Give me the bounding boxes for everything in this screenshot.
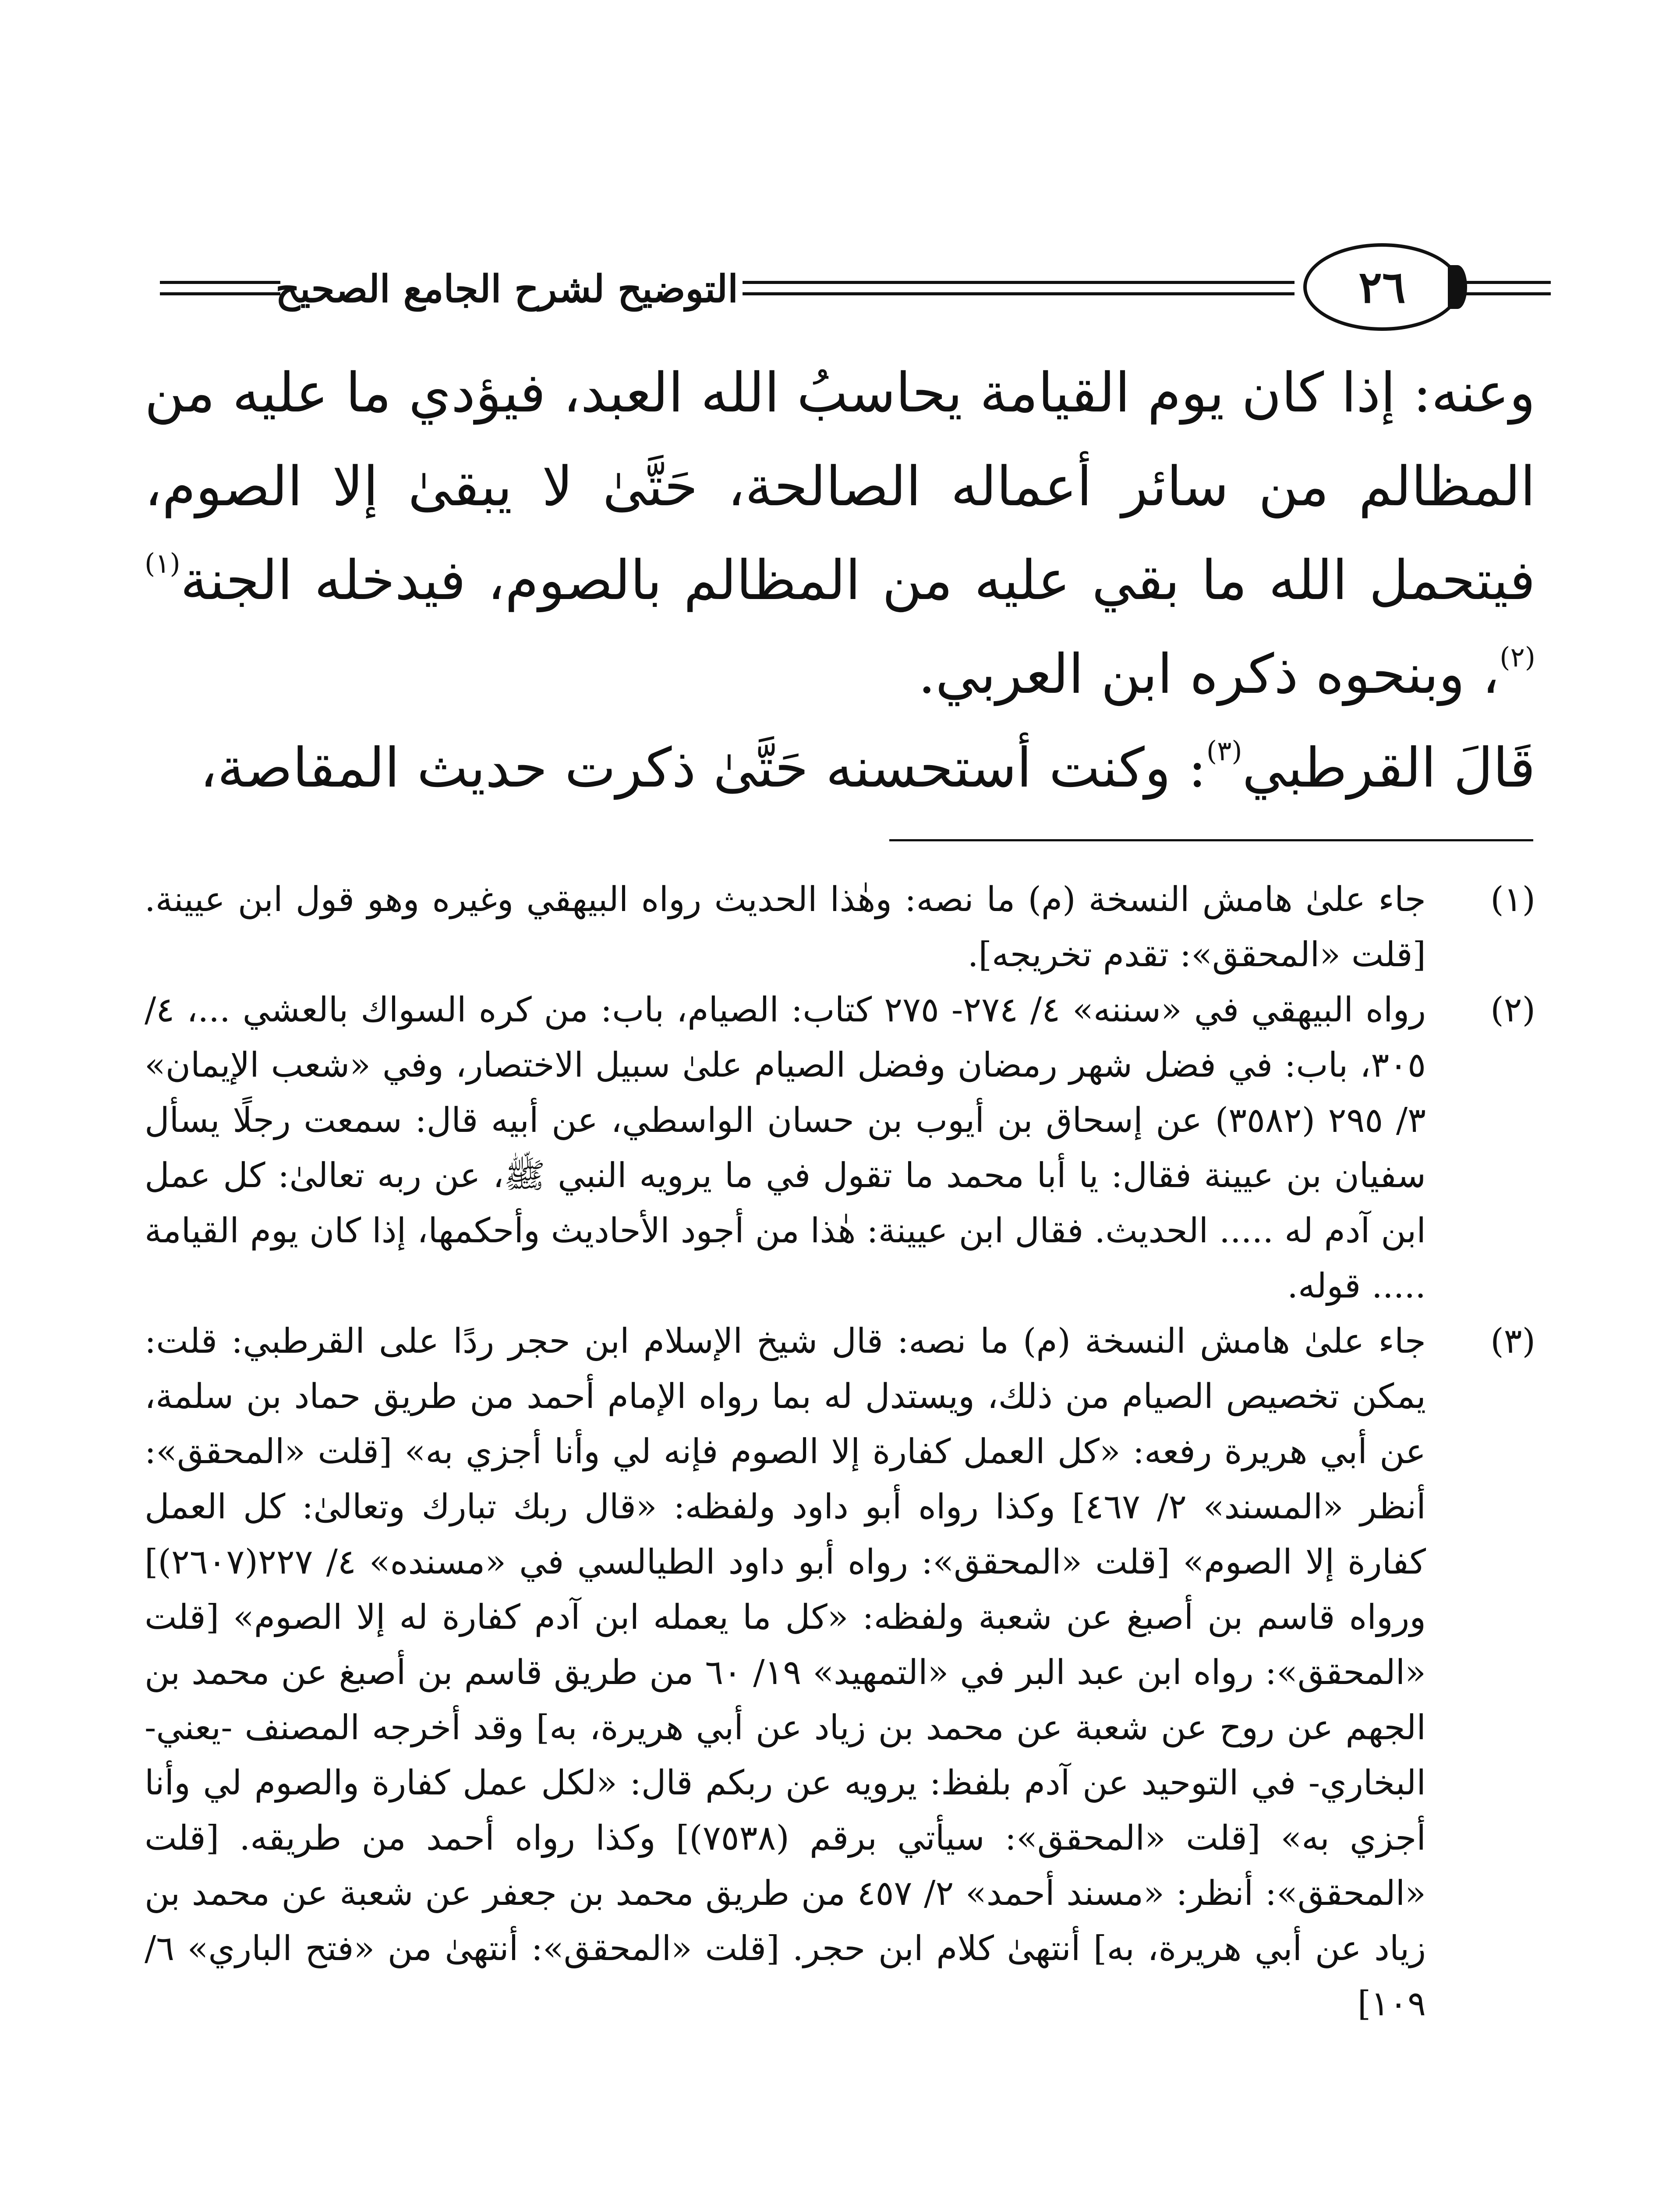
footnote [145,872,1535,982]
footnote-ref[interactable]: (٢) [1500,641,1535,673]
footnote-text: جاء علىٰ هامش النسخة (م) ما نصه: قال شيخ الإسلام ابن حجر ردًا على القرطبي: قلت: يمكن تخصيص الصيام من ذلك، ويستدل له بما رواه الإمام أحمد من طريق حماد بن سلمة، عن أبي هريرة رفعه: «كل العمل كفارة إلا الصوم فإنه لي وأنا أجزي به» [قلت «المحقق»: أنظر «المسند» ٢/ ٤٦٧] وكذا رواه أبو داود ولفظه: «قال ربك تبارك وتعالىٰ: كل العمل كفارة إلا الصوم» [قلت «المحقق»: رواه أبو داود الطيالسي في «مسنده» ٤/ ٢٢٧(٢٦٠٧)] ورواه قاسم بن أصبغ عن شعبة ولفظه: «كل ما يعمله ابن آدم كفارة له إلا الصوم» [قلت «المحقق»: رواه ابن عبد البر في «التمهيد» ١٩/ ٦٠ من طريق قاسم بن أصبغ عن محمد بن الجهم عن روح عن شعبة عن محمد بن زياد عن أبي هريرة، به] وقد أخرجه المصنف -يعني- البخاري- في التوحيد عن آدم بلفظ: يرويه عن ربكم قال: «لكل عمل كفارة والصوم لي وأنا أجزي به» [قلت «المحقق»: سيأتي برقم (٧٥٣٨)] وكذا رواه أحمد من طريقه. [قلت «المحقق»: أنظر: «مسند أحمد» ٢/ ٤٥٧ من طريق محمد بن جعفر عن شعبة عن محمد بن زياد عن أبي هريرة، به] أنتهىٰ كلام ابن حجر. [قلت «المحقق»: أنتهىٰ من «فتح الباري» ٦/ ١٠٩] [145,1322,1426,2024]
header-rule [1465,281,1551,284]
footnote-ref[interactable]: (٣) [1206,735,1242,767]
footnote [145,982,1535,1314]
footnote-number: (١) [1490,880,1535,919]
footnote-ref[interactable]: (١) [145,547,180,579]
page-number-badge [1303,243,1461,331]
paragraph-text: وعنه: إذا كان يوم القيامة يحاسبُ الله العبد، فيؤدي ما عليه من المظالم من سائر أعماله الصالحة، حَتَّىٰ لا يبقىٰ إلا الصوم، فيتحمل الله ما بقي عليه من المظالم بالصوم، فيدخله الجنة [145,362,1535,612]
header-rule [743,281,1294,284]
main-text [145,346,1535,815]
running-title: التوضيح لشرح الجامع الصحيح [276,267,738,311]
header-rule [160,281,280,284]
header-rule [1465,292,1551,295]
footnote-number: (٣) [1490,1322,1535,1361]
header-rule [743,292,1294,295]
footnote-divider [889,839,1533,841]
running-header [147,243,1551,331]
header-rule [160,292,280,295]
footnote-text: رواه البيهقي في «سننه» ٤/ ٢٧٤- ٢٧٥ كتاب: الصيام، باب: من كره السواك بالعشي ...، ٤/ ٣٠٥، باب: في فضل شهر رمضان وفضل الصيام علىٰ سبيل الاختصار، وفي «شعب الإيمان» ٣/ ٢٩٥ (٣٥٨٢) عن إسحاق بن أيوب بن حسان الواسطي، عن أبيه قال: سمعت رجلًا يسأل سفيان بن عيينة فقال: يا أبا محمد ما تقول في ما يرويه النبي ﷺ، عن ربه تعالىٰ: كل عمل ابن آدم له ..... الحديث. فقال ابن عيينة: هٰذا من أجود الأحاديث وأحكمها، إذا كان يوم القيامة ..... قوله. [145,990,1426,1306]
main-paragraph [145,721,1535,815]
page-number: ٢٦ [1358,261,1406,313]
footnote-number: (٢) [1490,990,1535,1030]
main-paragraph [145,346,1535,721]
paragraph-text: قَالَ القرطبي [1242,737,1535,800]
footnotes [145,872,1535,2031]
paragraph-text: : وكنت أستحسنه حَتَّىٰ ذكرت حديث المقاصة، [200,737,1206,800]
footnote [145,1314,1535,2031]
footnote-text: جاء علىٰ هامش النسخة (م) ما نصه: وهٰذا الحديث رواه البيهقي وغيره وهو قول ابن عيينة.[قلت «المحقق»: تقدم تخريجه]. [145,880,1426,975]
paragraph-text: ، وبنحوه ذكره ابن العربي. [918,643,1500,706]
